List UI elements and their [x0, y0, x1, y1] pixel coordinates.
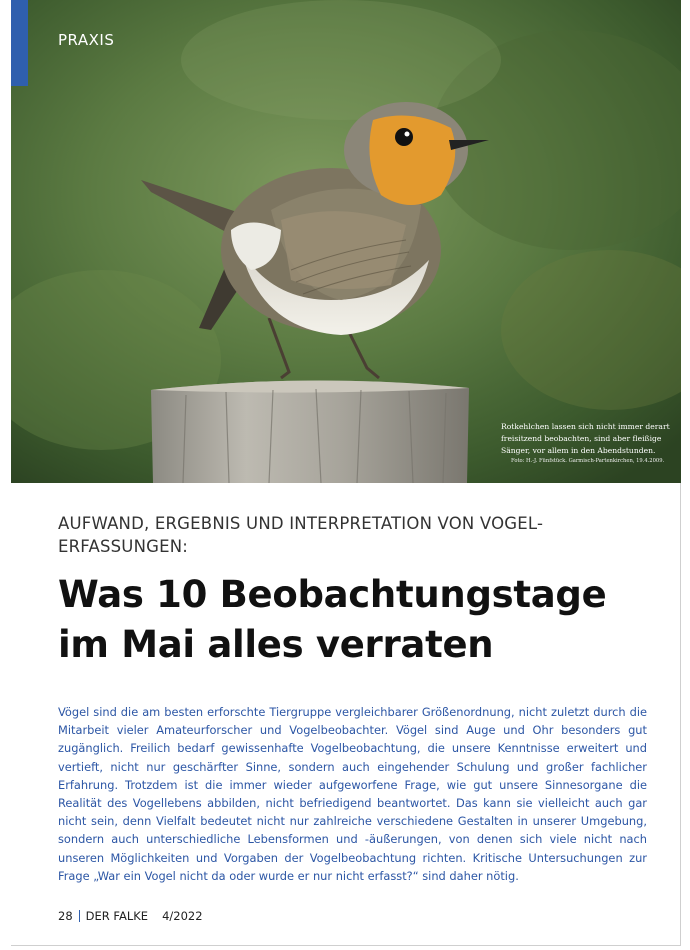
section-label: PRAXIS [58, 31, 115, 49]
page-footer [58, 909, 203, 923]
issue-number: 4/2022 [162, 909, 203, 923]
footer-separator [79, 910, 80, 922]
robin-photo [11, 0, 681, 483]
photo-credit: Foto: H.-J. Fünfstück. Garmisch-Partenkirchen, 19.4.2009. [511, 458, 665, 464]
article-headline: Was 10 Beobachtungstage im Mai alles verraten [58, 573, 607, 666]
article-lead: Vögel sind die am besten erforschte Tiergruppe vergleichbarer Größenordnung, nicht zuletzt durch die Mitarbeit vieler Amateurforscher und Vogelbeobachter. Vögel sind Auge und Ohr besonders gut zugänglich. Freilich bedarf gewissenhafte Vogelbeobachtung, die unsere Kenntnisse erweitert und vertieft, nicht nur geschärfter Sinne, sondern auch eingehender Schulung und großer fachlicher Erfahrung. Trotzdem ist die immer wieder aufgeworfene Frage, wie gut unsere Sinnesorgane die Realität des Vogellebens abbilden, nicht befriedigend beantwortet. Das kann sie vielleicht auch gar nicht sein, denn Vielfalt bedeutet nicht nur zahlreiche verschiedene Gestalten in unserer Umgebung, sondern auch unterschiedliche Lebensformen und -äußerungen, von denen sich viele nicht nach unseren Möglichkeiten und Vorgaben der Vogelbeobachtung richten. Kritische Untersuchungen zur Frage „War ein Vogel nicht da oder wurde er nur nicht erfasst?“ sind daher nötig. [58, 705, 647, 883]
page-number: 28 [58, 909, 73, 923]
photo-caption: Rotkehlchen lassen sich nicht immer derart freisitzend beobachten, sind aber fleißige Sänger, vor allem in den Abendstunden. [501, 422, 670, 455]
robin-illustration [11, 0, 681, 483]
magazine-name: DER FALKE [85, 909, 149, 923]
section-color-tab [11, 0, 28, 86]
article-kicker: AUFWAND, ERGEBNIS UND INTERPRETATION VON VOGEL-ERFASSUNGEN: [58, 514, 544, 556]
